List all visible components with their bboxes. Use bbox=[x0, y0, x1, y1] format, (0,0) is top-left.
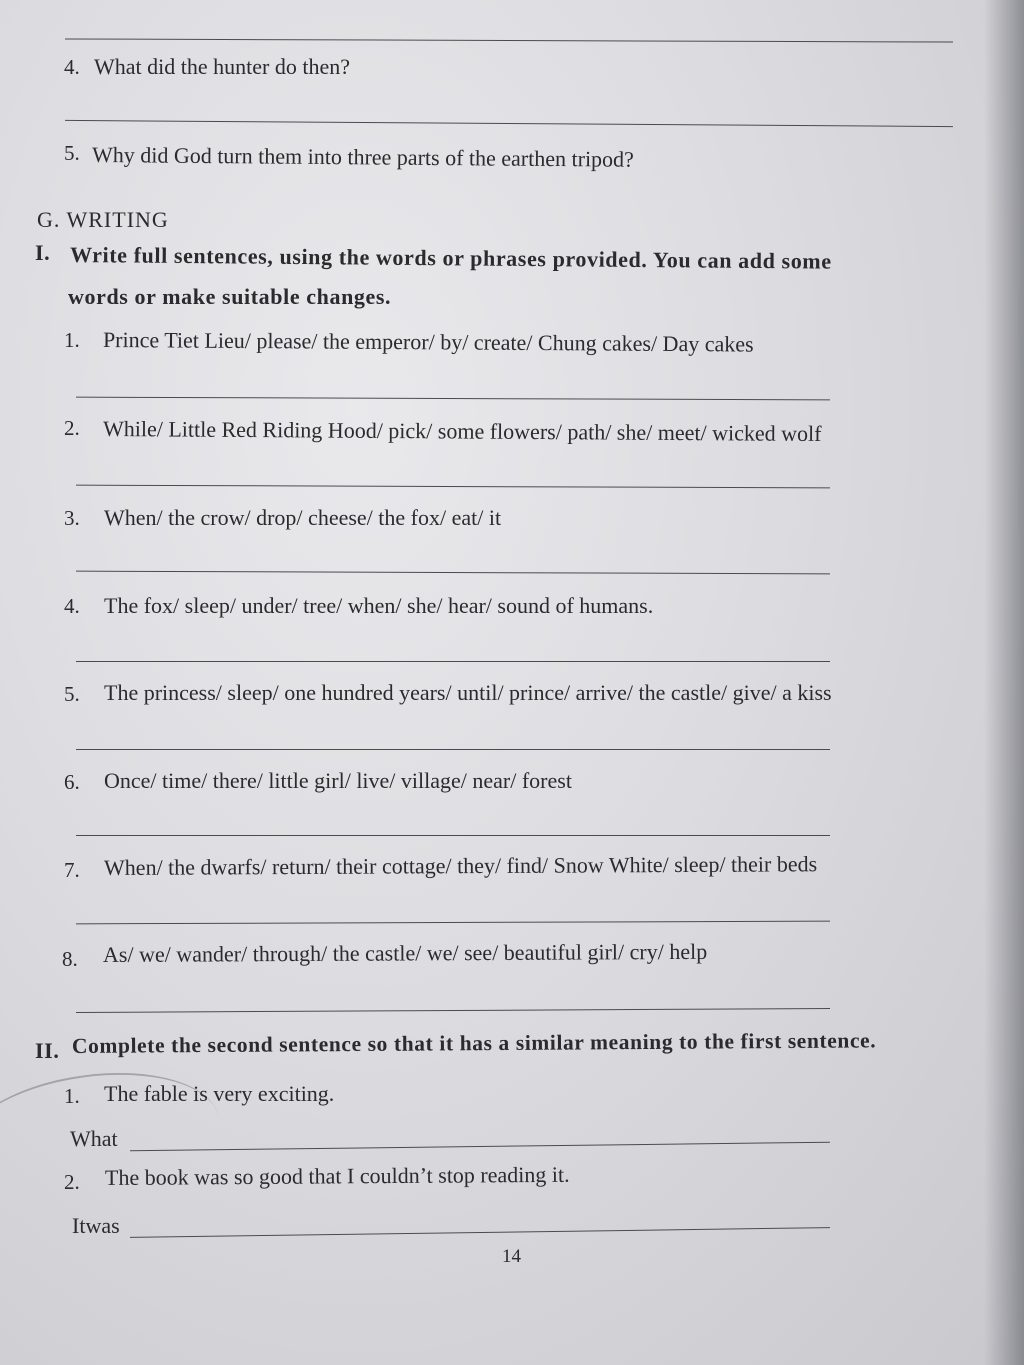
question-text: What did the hunter do then? bbox=[94, 54, 350, 79]
exercise-number: 2. bbox=[64, 416, 80, 440]
answer-line bbox=[76, 835, 830, 836]
exercise-number: 8. bbox=[62, 947, 78, 971]
sentence-starter: Itwas bbox=[72, 1213, 120, 1238]
exercise-prompt: When/ the crow/ drop/ cheese/ the fox/ eat/ it bbox=[104, 505, 502, 530]
part-number: I. bbox=[35, 240, 51, 265]
answer-line bbox=[130, 1142, 830, 1152]
exercise-number: 7. bbox=[64, 858, 80, 882]
section-heading: G. WRITING bbox=[37, 207, 169, 232]
question-number: 5. bbox=[64, 141, 80, 165]
exercise-number: 5. bbox=[64, 682, 80, 706]
exercise-number: 4. bbox=[64, 594, 80, 618]
exercise-prompt: Prince Tiet Lieu/ please/ the emperor/ by/ create/ Chung cakes/ Day cakes bbox=[102, 327, 754, 357]
exercise-prompt: As/ we/ wander/ through/ the castle/ we/ see/ beautiful girl/ cry/ help bbox=[102, 938, 708, 967]
answer-line bbox=[76, 485, 830, 489]
answer-line bbox=[76, 749, 830, 750]
answer-line bbox=[76, 571, 830, 575]
exercise-number: 3. bbox=[64, 506, 80, 530]
answer-line bbox=[65, 120, 953, 127]
exercise-prompt: The princess/ sleep/ one hundred years/ until/ prince/ arrive/ the castle/ give/ a kiss bbox=[104, 680, 832, 705]
exercise-number: 2. bbox=[64, 1170, 80, 1194]
exercise-prompt: Once/ time/ there/ little girl/ live/ village/ near/ forest bbox=[104, 768, 572, 793]
exercise-number: 1. bbox=[64, 1084, 80, 1108]
sentence-starter: What bbox=[70, 1126, 118, 1151]
exercise-prompt: The fox/ sleep/ under/ tree/ when/ she/ hear/ sound of humans. bbox=[104, 593, 654, 618]
answer-line bbox=[76, 921, 830, 925]
answer-line bbox=[76, 397, 830, 401]
exercise-number: 6. bbox=[64, 770, 80, 794]
exercise-prompt: When/ the dwarfs/ return/ their cottage/ they/ find/ Snow White/ sleep/ their beds bbox=[103, 851, 818, 880]
page-number: 14 bbox=[502, 1246, 521, 1267]
part-instruction: Write full sentences, using the words or phrases provided. You can add some bbox=[69, 242, 832, 274]
answer-line bbox=[76, 1008, 830, 1013]
answer-line bbox=[76, 661, 830, 662]
part-instruction: Complete the second sentence so that it has a similar meaning to the first sentence. bbox=[71, 1028, 877, 1058]
part-instruction: words or make suitable changes. bbox=[68, 284, 392, 309]
exercise-sentence: The book was so good that I couldn’t stop reading it. bbox=[104, 1161, 570, 1190]
exercise-sentence: The fable is very exciting. bbox=[104, 1081, 335, 1106]
exercise-prompt: While/ Little Red Riding Hood/ pick/ some flowers/ path/ she/ meet/ wicked wolf bbox=[102, 416, 822, 447]
part-number: II. bbox=[35, 1038, 60, 1063]
exercise-number: 1. bbox=[64, 328, 80, 352]
answer-line bbox=[130, 1227, 830, 1238]
question-number: 4. bbox=[64, 55, 80, 79]
page-edge-shadow bbox=[984, 0, 1024, 1365]
question-text: Why did God turn them into three parts of the earthen tripod? bbox=[91, 142, 634, 172]
answer-line bbox=[65, 38, 953, 42]
